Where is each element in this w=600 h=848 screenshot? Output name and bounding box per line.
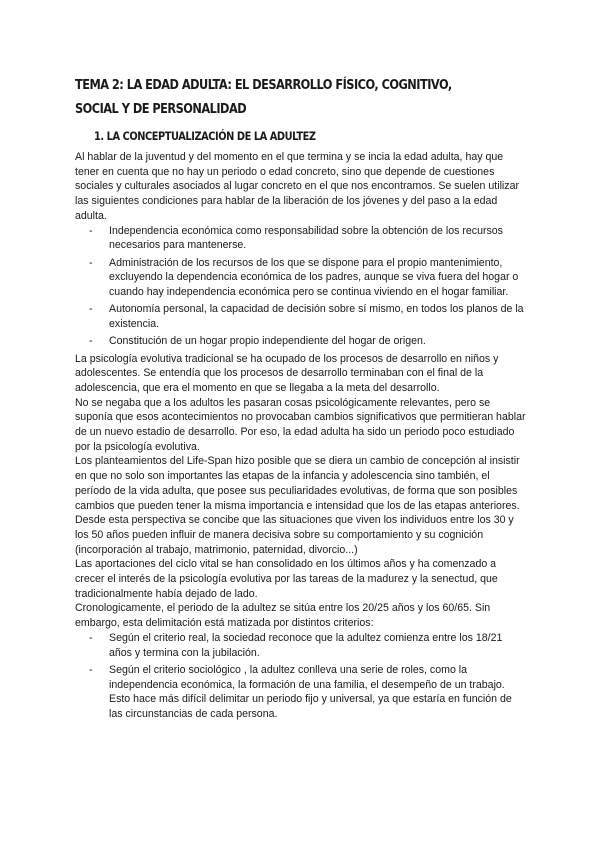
- section-heading: 1. LA CONCEPTUALIZACIÓN DE LA ADULTEZ: [94, 129, 316, 143]
- list-item-text: Independencia económica como responsabilidad sobre la obtención de los recursos necesarios para mantenerse.: [109, 224, 503, 252]
- list-item: [75, 302, 527, 331]
- document-body: [75, 150, 527, 724]
- body-paragraph: Los planteamientos del Life-Span hizo posible que se diera un cambio de concepción al insistir en que no solo son importantes las etapas de la infancia y adolescencia sino también, el período de la vida adulta, que posee sus peculiaridades evolutivas, de forma que son posibles cambios que pueden tener la misma importancia e intensidad que los de las etapas anteriores.: [75, 455, 520, 512]
- document-title: TEMA 2: LA EDAD ADULTA: EL DESARROLLO FÍSICO, COGNITIVO, SOCIAL Y DE PERSONALIDAD: [75, 78, 452, 117]
- dash-bullet-icon: -: [89, 256, 93, 269]
- list-item: [75, 256, 527, 300]
- dash-bullet-icon: -: [89, 663, 93, 676]
- list-item-text: Autonomía personal, la capacidad de decisión sobre sí mismo, en todos los planos de la existencia.: [109, 303, 524, 330]
- list-item-text: Según el criterio sociológico , la adultez conlleva una serie de roles, como la independencia económica, la formación de una familia, el desempeño de un trabajo. Esto hace más difícil delimitar un periodo fijo y universal, ya que estaría en función de las circunstancias de cada persona.: [109, 663, 512, 720]
- list-item-text: Según el criterio real, la sociedad reconoce que la adultez comienza entre los 18/21 años y termina con la jubilación.: [109, 631, 503, 659]
- body-paragraph: Cronologicamente, el periodo de la adultez se sitúa entre los 20/25 años y los 60/65. Sin embargo, esta delimitación está matizada por distintos criterios:: [75, 602, 491, 630]
- list-item: [75, 631, 527, 660]
- list-item-text: Administración de los recursos de los que se dispone para el propio mantenimiento, excluyendo la dependencia económica de los padres, aunque se viva fuera del hogar o cuando hay independencia económica pero se continua viviendo en el hogar familiar.: [109, 256, 519, 298]
- list-item: [75, 334, 527, 349]
- body-paragraph: No se negaba que a los adultos les pasaran cosas psicológicamente relevantes, pero se suponía que esos acontecimientos no provocaban cambios significativos que permitieran hablar de un nuevo estadio de desarrollo. Por eso, la edad adulta ha sido un periodo poco estudiado por la psicología evolutiva.: [75, 396, 526, 453]
- list-item: [75, 663, 527, 722]
- body-paragraph: Desde esta perspectiva se concibe que las situaciones que viven los individuos entre los 30 y los 50 años pueden influir de manera decisiva sobre su comportamiento y su cognición (incorporación al trabajo, matrimonio, paternidad, divorcio...): [75, 514, 514, 556]
- dash-list: [75, 631, 527, 722]
- dash-bullet-icon: -: [89, 303, 93, 316]
- body-paragraph: Las aportaciones del ciclo vital se han consolidado en los últimos años y ha comenzado a crecer el interés de la psicología evolutiva por las tareas de la madurez y la senectud, que tradicionalmente había dejado de lado.: [75, 558, 498, 600]
- list-item-text: Constitución de un hogar propio independiente del hogar de origen.: [109, 335, 426, 348]
- dash-bullet-icon: -: [89, 224, 93, 237]
- dash-bullet-icon: -: [89, 631, 93, 644]
- body-paragraph: Al hablar de la juventud y del momento en el que termina y se incia la edad adulta, hay que tener en cuenta que no hay un periodo o edad concreto, sino que depende de cuestiones sociales y culturales asociados al lugar concreto en el que nos encontramos. Se suelen utilizar las siguientes condiciones para hablar de la liberación de los jóvenes y del paso a la edad adulta.: [75, 151, 520, 222]
- dash-bullet-icon: -: [89, 335, 93, 348]
- dash-list: [75, 224, 527, 349]
- list-item: [75, 224, 527, 253]
- body-paragraph: La psicología evolutiva tradicional se ha ocupado de los procesos de desarrollo en niños y adolescentes. Se entendía que los procesos de desarrollo terminaban con el final de la adolescencia, que era el momento en que se llegaba a la meta del desarrollo.: [75, 352, 499, 394]
